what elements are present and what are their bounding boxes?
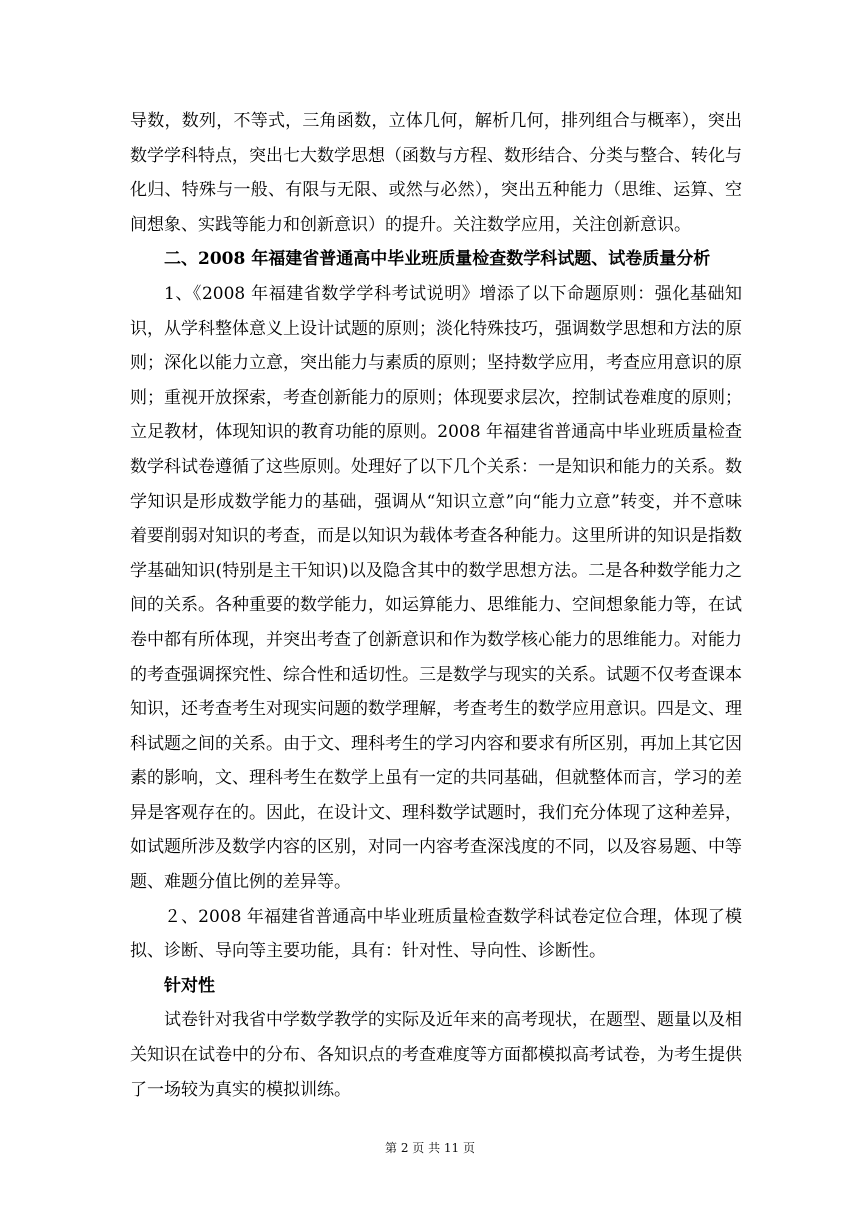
section-heading: 二、2008 年福建省普通高中毕业班质量检查数学科试题、试卷质量分析 <box>164 249 711 270</box>
page-footer: 第 2 页 共 11 页 <box>385 1141 475 1155</box>
intro-paragraph: 导数，数列，不等式，三角函数，立体几何，解析几何，排列组合与概率），突出数学学科特点，突出七大数学思想（函数与方程、数形结合、分类与整合、转化与化归、特殊与一般、有限与无限、或然与必然），突出五种能力（思维、运算、空间想象、实践等能力和创新意识）的提升。关注数学应用，关注创新意识。 <box>130 111 742 235</box>
paragraph-2: ２、2008 年福建省普通高中毕业班质量检查数学科试卷定位合理，体现了模拟、诊断、导向等主要功能，具有：针对性、导向性、诊断性。 <box>130 906 742 962</box>
sub-heading-targeting: 针对性 <box>164 975 215 996</box>
page-body <box>130 104 742 1107</box>
paragraph-1: 1、《2008 年福建省数学学科考试说明》增添了以下命题原则：强化基础知识，从学科整体意义上设计试题的原则；淡化特殊技巧，强调数学思想和方法的原则；深化以能力立意，突出能力与素质的原则；坚持数学应用，考查应用意识的原则；重视开放探索，考查创新能力的原则；体现要求层次，控制试卷难度的原则；立足教材，体现知识的教育功能的原则。2008 年福建省普通高中毕业班质量检查数学科试卷遵循了这些原则。处理好了以下几个关系：一是知识和能力的关系。数学知识是形成数学能力的基础，强调从“知识立意”向“能力立意”转变，并不意味着要削弱对知识的考查，而是以知识为载体考查各种能力。这里所讲的知识是指数学基础知识(特别是主干知识)以及隐含其中的数学思想方法。二是各种数学能力之间的关系。各种重要的数学能力，如运算能力、思维能力、空间想象能力等，在试卷中都有所体现，并突出考查了创新意识和作为数学核心能力的思维能力。对能力的考查强调探究性、综合性和适切性。三是数学与现实的关系。试题不仅考查课本知识，还考查考生对现实问题的数学理解，考查考生的数学应用意识。四是文、理科试题之间的关系。由于文、理科考生的学习内容和要求有所区别，再加上其它因素的影响，文、理科考生在数学上虽有一定的共同基础，但就整体而言，学习的差异是客观存在的。因此，在设计文、理科数学试题时，我们充分体现了这种差异，如试题所涉及数学内容的区别，对同一内容考查深浅度的不同，以及容易题、中等题、难题分值比例的差异等。 <box>130 283 742 893</box>
paragraph-3: 试卷针对我省中学数学教学的实际及近年来的高考现状，在题型、题量以及相关知识在试卷中的分布、各知识点的考查难度等方面都模拟高考试卷，为考生提供了一场较为真实的模拟训练。 <box>130 1010 742 1100</box>
